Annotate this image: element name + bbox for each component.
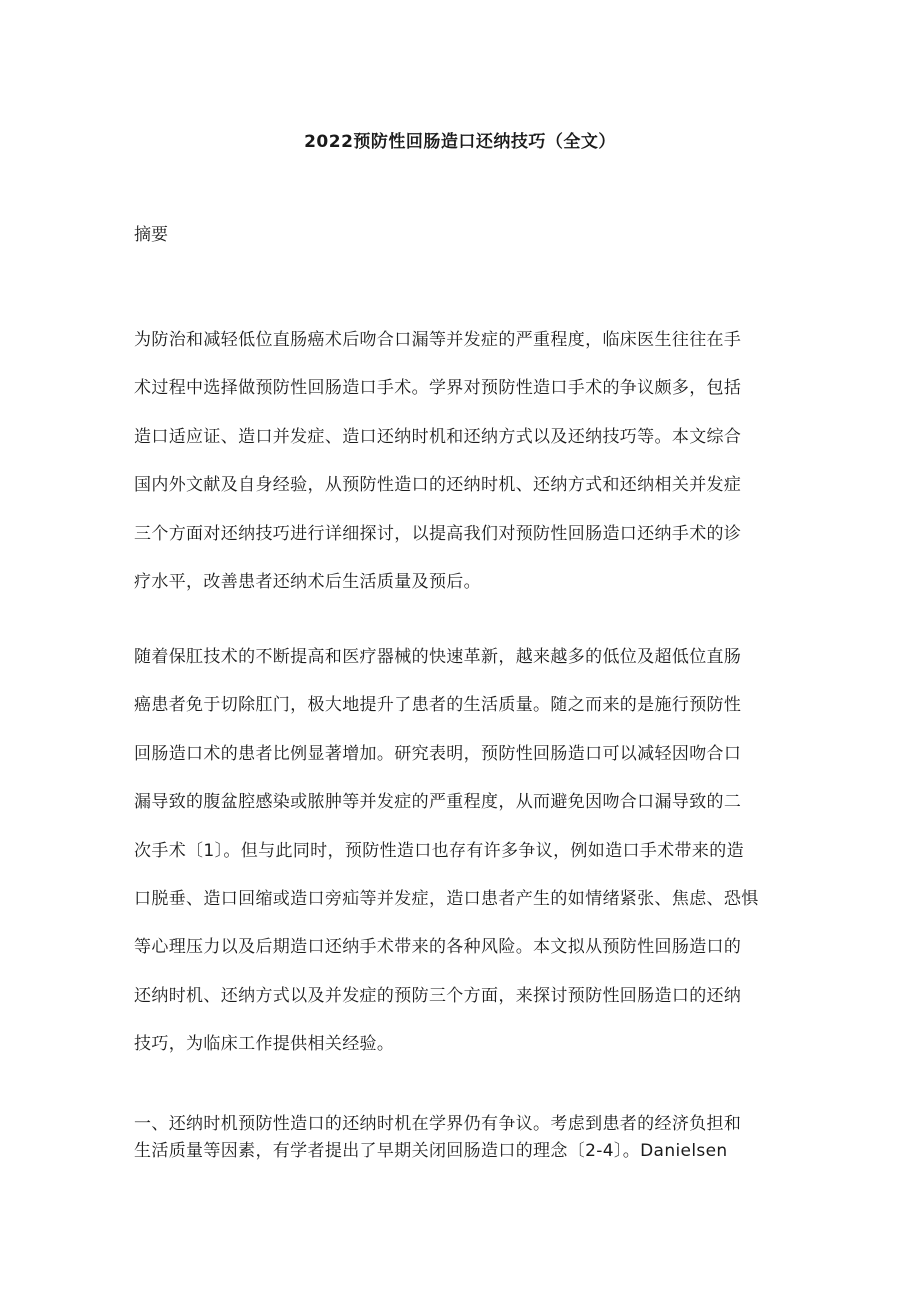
paragraph-line: 为防治和减轻低位直肠癌术后吻合口漏等并发症的严重程度，临床医生往往在手 xyxy=(134,330,742,350)
paragraph-line: 国内外文献及自身经验，从预防性造口的还纳时机、还纳方式和还纳相关并发症 xyxy=(134,475,742,496)
paragraph-line: 次手术〔1〕。但与此同时，预防性造口也存有许多争议，例如造口手术带来的造 xyxy=(134,840,744,861)
section-one-paragraph xyxy=(134,1111,794,1165)
paragraph-line: 造口适应证、造口并发症、造口还纳时机和还纳方式以及还纳技巧等。本文综合 xyxy=(134,426,742,447)
paragraph-line: 等心理压力以及后期造口还纳手术带来的各种风险。本文拟从预防性回肠造口的 xyxy=(134,937,742,958)
paragraph-line: 生活质量等因素，有学者提出了早期关闭回肠造口的理念〔2-4〕。Danielsen xyxy=(134,1141,728,1161)
paragraph-line: 一、还纳时机预防性造口的还纳时机在学界仍有争议。考虑到患者的经济负担和 xyxy=(134,1114,742,1134)
paragraph-line: 漏导致的腹盆腔感染或脓肿等并发症的严重程度，从而避免因吻合口漏导致的二 xyxy=(134,792,742,813)
paragraph-line: 随着保肛技术的不断提高和医疗器械的快速革新，越来越多的低位及超低位直肠 xyxy=(134,647,742,667)
paragraph-line: 癌患者免于切除肛门，极大地提升了患者的生活质量。随之而来的是施行预防性 xyxy=(134,695,742,716)
abstract-heading: 摘要 xyxy=(134,225,168,245)
introduction-paragraph xyxy=(134,633,794,1069)
paragraph-line: 口脱垂、造口回缩或造口旁疝等并发症，造口患者产生的如情绪紧张、焦虑、恐惧 xyxy=(134,889,759,910)
paragraph-line: 疗水平，改善患者还纳术后生活质量及预后。 xyxy=(134,572,481,593)
document-title: 2022预防性回肠造口还纳技巧（全文） xyxy=(304,132,616,152)
abstract-paragraph xyxy=(134,316,794,606)
paragraph-line: 术过程中选择做预防性回肠造口手术。学界对预防性造口手术的争议颇多，包括 xyxy=(134,378,742,399)
paragraph-line: 还纳时机、还纳方式以及并发症的预防三个方面，来探讨预防性回肠造口的还纳 xyxy=(134,985,742,1006)
paragraph-line: 回肠造口术的患者比例显著增加。研究表明，预防性回肠造口可以减轻因吻合口 xyxy=(134,743,742,764)
paragraph-line: 技巧，为临床工作提供相关经验。 xyxy=(134,1034,395,1055)
paragraph-line: 三个方面对还纳技巧进行详细探讨，以提高我们对预防性回肠造口还纳手术的诊 xyxy=(134,523,742,544)
